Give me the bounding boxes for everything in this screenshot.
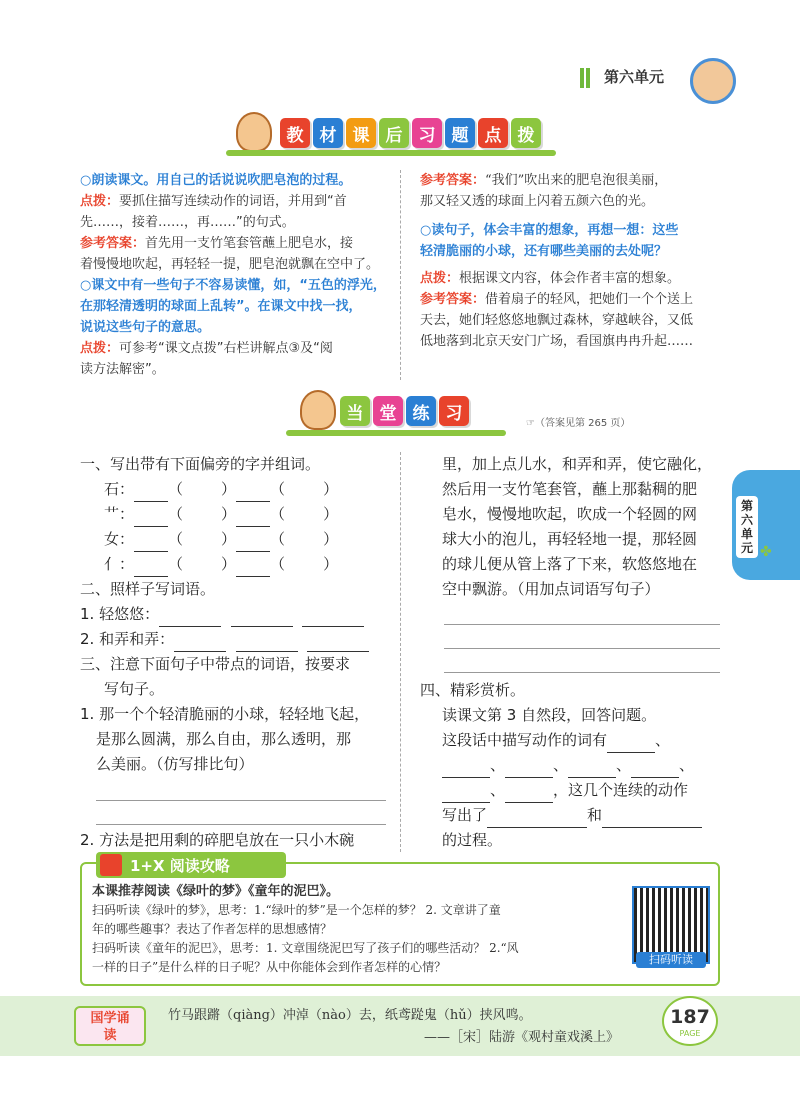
grass-decoration xyxy=(226,150,556,156)
paren-open: （ xyxy=(168,555,184,573)
tip-label: 点拨： xyxy=(80,194,120,209)
comma: 、 xyxy=(490,781,506,799)
answer-blank[interactable] xyxy=(236,533,270,552)
s4-question: ，这几个连续的动作 xyxy=(553,781,689,799)
answer-blank[interactable] xyxy=(307,633,369,652)
answer-blank[interactable] xyxy=(236,558,270,577)
s4-question: 写出了 xyxy=(442,806,488,824)
answer-blank[interactable] xyxy=(607,734,655,753)
tip-label: 点拨： xyxy=(80,341,120,356)
reading-strategy-title: 1+X 阅读攻略 xyxy=(130,857,230,875)
s3-item-2: 2. 方法是把用剩的碎肥皂放在一只小木碗 xyxy=(80,831,355,849)
banner1-char-block: 题 xyxy=(445,118,475,148)
comma: 、 xyxy=(553,756,569,774)
answer-line[interactable] xyxy=(96,800,386,801)
right-column-top: 参考答案：“我们”吹出来的肥皂泡很美丽， 那又轻又透的球面上闪着五颜六色的光。 ○读句子，体会丰富的想象，再想一想：这些 轻清脆丽的小球，还有哪些美丽的去处呢？ 点拨：根据课文内容，体会作者丰富的想象。 参考答案：借着扇子的轻风，把她们一个个送上 天去，她们轻悠悠地飘过森林，穿越峡谷，又低 低地落到北京天安门广场，看国旗冉冉升起…… xyxy=(420,170,730,352)
q2-text: 说说这些句子的意思。 xyxy=(80,320,211,335)
mascot-magnifier-icon xyxy=(690,58,736,104)
comma: 、 xyxy=(679,756,695,774)
s3-item-2-text: 空中飘游。（用加点词语写句子） xyxy=(442,580,660,598)
answer-line[interactable] xyxy=(444,648,720,649)
s3-item-2-text: 皂水，慢慢地吹起，吹成一个轻圆的网 xyxy=(442,505,698,523)
paren-close: ） xyxy=(323,505,339,523)
q2-text: 在那轻清透明的球面上乱转”。在课文中找一找， xyxy=(80,299,362,314)
answer-blank[interactable] xyxy=(505,784,553,803)
answer-text: 着慢慢地吹起，再轻轻一提，肥皂泡就飘在空中了。 xyxy=(80,257,380,272)
answer-blank[interactable] xyxy=(134,533,168,552)
answer-blank[interactable] xyxy=(231,608,293,627)
tip-text: 读方法解密”。 xyxy=(80,362,165,377)
radical-label: 艹： xyxy=(104,505,135,523)
column-divider xyxy=(400,452,401,852)
answer-page-note xyxy=(526,414,630,429)
paren-close: ） xyxy=(221,530,237,548)
column-divider xyxy=(400,170,401,380)
radical-label: 石： xyxy=(104,480,135,498)
q1-text: 朗读课文。用自己的话说说吹肥皂泡的过程。 xyxy=(91,173,352,188)
recommended-reading: 本课推荐阅读《绿叶的梦》《童年的泥巴》。 xyxy=(92,884,340,899)
radical-row xyxy=(80,552,400,577)
q2-text: 课文中有一些句子不容易读懂，如，“五色的浮光， xyxy=(91,278,386,293)
s4-question: 和 xyxy=(587,806,603,824)
tip-text: 要抓住描写连续动作的词语，并用到“首 xyxy=(119,194,347,209)
tip-label: 点拨： xyxy=(420,271,460,286)
answer-text: 借着扇子的轻风，把她们一个个送上 xyxy=(485,292,694,307)
page-label: PAGE xyxy=(679,1029,701,1038)
classics-reading-tag xyxy=(74,1006,146,1046)
banner2-char-block: 习 xyxy=(439,396,469,426)
paren-close: ） xyxy=(221,555,237,573)
s3-item-1: 是那么圆满，那么自由，那么透明，那 xyxy=(96,730,352,748)
s4-question: 的过程。 xyxy=(442,831,503,849)
paren-open: （ xyxy=(168,505,184,523)
comma: 、 xyxy=(655,731,671,749)
footer-poem-source: ——［宋］陆游《观村童戏溪上》 xyxy=(424,1030,620,1045)
answer-blank[interactable] xyxy=(442,784,490,803)
left-column-top: ○朗读课文。用自己的话说说吹肥皂泡的过程。 点拨：要抓住描写连续动作的词语，并用到“首 先……，接着……，再……”的句式。 参考答案：首先用一支竹笔套管蘸上肥皂水，接 着慢慢地吹起，再轻轻一提，肥皂泡就飘在空中了。 ○课文中有一些句子不容易读懂，如，“五色的浮光， 在那轻清透明的球面上乱转”。在课文中找一找， 说说这些句子的意思。 点拨：可参考“课文点拨”右栏讲解点③及“阅 读方法解密”。 xyxy=(80,170,400,380)
banner-class-practice xyxy=(340,396,469,426)
s2-item-2: 2. 和弄和弄： xyxy=(80,630,175,648)
q3-text: 读句子，体会丰富的想象，再想一想：这些 xyxy=(431,223,679,238)
answer-blank[interactable] xyxy=(602,809,702,828)
answer-line[interactable] xyxy=(96,824,386,825)
comma: 、 xyxy=(490,756,506,774)
banner2-char-block: 堂 xyxy=(373,396,403,426)
answer-blank[interactable] xyxy=(159,608,221,627)
answer-text: 那又轻又透的球面上闪着五颜六色的光。 xyxy=(420,194,655,209)
paren-open: （ xyxy=(270,505,286,523)
s3-item-2-text: 球大小的泡儿，再轻轻地一提，那轻圆 xyxy=(442,530,698,548)
s3-item-2-text: 里，加上点儿水，和弄和弄，使它融化， xyxy=(442,455,713,473)
q3-text: 轻清脆丽的小球，还有哪些美丽的去处呢？ xyxy=(420,244,668,259)
s3-item-2-text: 然后用一支竹笔套管，蘸上那黏稠的肥 xyxy=(442,480,698,498)
answer-blank[interactable] xyxy=(174,633,226,652)
s3-item-2-text: 的球儿便从管上落了下来，软悠悠地在 xyxy=(442,555,698,573)
s4-instruction: 读课文第 3 自然段，回答问题。 xyxy=(442,706,657,724)
answer-text: 天去，她们轻悠悠地飘过森林，穿越峡谷，又低 xyxy=(420,313,694,328)
answer-blank[interactable] xyxy=(302,608,364,627)
s3-item-1: 么美丽。（仿写排比句） xyxy=(96,755,254,773)
answer-blank[interactable] xyxy=(236,483,270,502)
banner1-char-block: 教 xyxy=(280,118,310,148)
banner1-char-block: 后 xyxy=(379,118,409,148)
kid-mascot-icon xyxy=(236,112,272,152)
answer-label: 参考答案： xyxy=(80,236,146,251)
tip-text: 先……，接着……，再……”的句式。 xyxy=(80,215,295,230)
radical-label: 亻： xyxy=(104,555,135,573)
paren-open: （ xyxy=(168,530,184,548)
answer-text: 低地落到北京天安门广场，看国旗冉冉升起…… xyxy=(420,334,694,349)
paren-close: ） xyxy=(323,530,339,548)
comma: 、 xyxy=(616,756,632,774)
answer-label: 参考答案： xyxy=(420,173,486,188)
reading-prompt: 扫码听读《童年的泥巴》，思考：1. 文章围绕泥巴写了孩子们的哪些活动？ 2.“风 xyxy=(92,941,519,955)
section-4-title: 四、精彩赏析。 xyxy=(420,681,526,699)
pointer-hand-icon: ☞ xyxy=(526,418,535,429)
tip-text: 根据课文内容，体会作者丰富的想象。 xyxy=(459,271,681,286)
book-icon xyxy=(100,854,122,876)
section-3-title: 三、注意下面句子中带点的词语，按要求 xyxy=(80,655,351,673)
answer-blank[interactable] xyxy=(505,759,553,778)
paren-close: ） xyxy=(221,505,237,523)
banner1-char-block: 习 xyxy=(412,118,442,148)
answer-line[interactable] xyxy=(444,624,720,625)
exercise-right xyxy=(442,452,732,602)
page-number-badge xyxy=(662,996,718,1046)
banner2-char-block: 练 xyxy=(406,396,436,426)
footer-poem: 竹马跟蹡（qiàng）冲淖（nào）去，纸鸢踨鬼（hǔ）挟风鸣。 xyxy=(168,1008,532,1023)
tip-text: 可参考“课文点拨”右栏讲解点③及“阅 xyxy=(119,341,333,356)
exercise-left xyxy=(80,452,400,777)
grass-decoration xyxy=(286,430,506,436)
banner1-char-block: 拨 xyxy=(511,118,541,148)
answer-blank[interactable] xyxy=(134,483,168,502)
paren-close: ） xyxy=(323,480,339,498)
section-1-title: 一、写出带有下面偏旁的字并组词。 xyxy=(80,455,321,473)
section-3-title: 写句子。 xyxy=(104,680,165,698)
reading-prompt: 一样的日子”是什么样的日子呢？从中你能体会到作者怎样的心情？ xyxy=(92,960,447,974)
answer-blank[interactable] xyxy=(568,759,616,778)
radical-row xyxy=(80,527,400,552)
radical-row xyxy=(80,502,400,527)
paren-open: （ xyxy=(168,480,184,498)
answer-label: 参考答案： xyxy=(420,292,486,307)
paren-open: （ xyxy=(270,480,286,498)
s3-item-1: 1. 那一个个轻清脆丽的小球，轻轻地飞起， xyxy=(80,705,370,723)
page-number: 187 xyxy=(670,1006,710,1028)
section-2-title: 二、照样子写词语。 xyxy=(80,580,216,598)
radical-label: 女： xyxy=(104,530,135,548)
kid-mascot-icon xyxy=(300,390,336,430)
banner-textbook-exercises xyxy=(280,118,541,148)
answer-text: 首先用一支竹笔套管蘸上肥皂水，接 xyxy=(145,236,354,251)
answer-page-note-text: （答案见第 265 页） xyxy=(534,418,631,429)
answer-blank[interactable] xyxy=(442,759,490,778)
answer-text: “我们”吹出来的肥皂泡很美丽， xyxy=(485,173,668,188)
answer-line[interactable] xyxy=(444,672,720,673)
radical-row xyxy=(80,477,400,502)
unit-title: 第六单元 xyxy=(604,68,665,86)
banner1-char-block: 材 xyxy=(313,118,343,148)
answer-blank[interactable] xyxy=(236,508,270,527)
answer-blank[interactable] xyxy=(134,508,168,527)
answer-blank[interactable] xyxy=(236,633,298,652)
paren-open: （ xyxy=(270,555,286,573)
qr-label: 扫码听读 xyxy=(636,952,706,968)
clover-icon: ✤ xyxy=(760,544,772,560)
classics-reading-tag-text: 国学诵读 xyxy=(90,1011,130,1043)
s2-item-1: 1. 轻悠悠： xyxy=(80,605,160,623)
banner1-char-block: 点 xyxy=(478,118,508,148)
paren-close: ） xyxy=(221,480,237,498)
unit-side-tab-label: 第六单元 xyxy=(736,496,758,558)
banner1-char-block: 课 xyxy=(346,118,376,148)
paren-close: ） xyxy=(323,555,339,573)
reading-prompt: 扫码听读《绿叶的梦》，思考：1.“绿叶的梦”是一个怎样的梦？ 2. 文章讲了童 xyxy=(92,903,501,917)
answer-blank[interactable] xyxy=(631,759,679,778)
answer-blank[interactable] xyxy=(487,809,587,828)
s4-question: 这段话中描写动作的词有 xyxy=(442,731,608,749)
answer-blank[interactable] xyxy=(134,558,168,577)
banner2-char-block: 当 xyxy=(340,396,370,426)
reading-prompt: 年的哪些趣事？表达了作者怎样的思想感情？ xyxy=(92,922,333,936)
section-4 xyxy=(420,678,730,853)
paren-open: （ xyxy=(270,530,286,548)
header-bars xyxy=(580,68,594,88)
reading-strategy-content xyxy=(92,882,632,977)
